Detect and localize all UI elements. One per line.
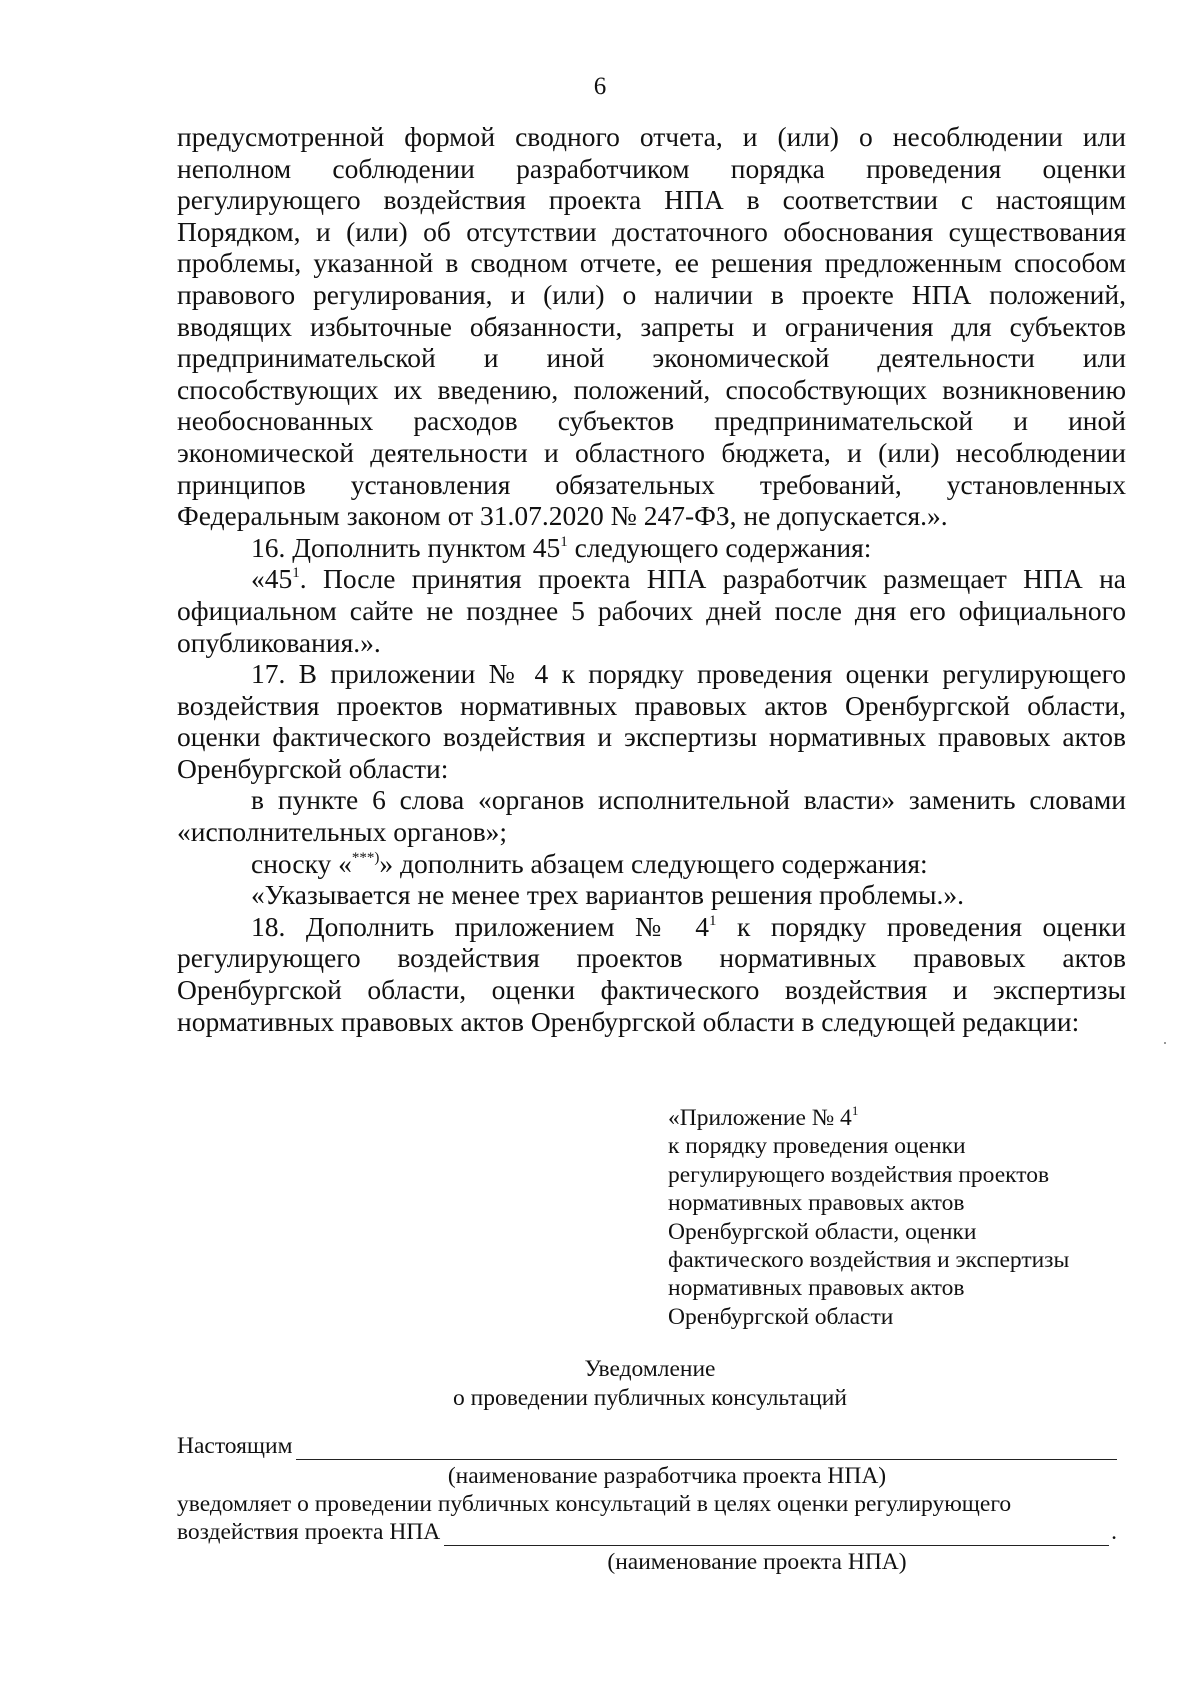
paragraph-item-17: 17. В приложении № 4 к порядку проведения оценки регулирующего воздействия проектов нормативных правовых актов Оренбургской области, оценки фактического воздействия и экспертизы нормативных правовых актов Оренбургской области:: [177, 658, 1126, 784]
appendix-line: регулирующего воздействия проектов: [668, 1161, 1050, 1188]
item-45-1-text-end: . После принятия проекта НПА разработчик размещает НПА на официальном сайте не позднее 5 рабочих дней после дня его официального опубликования.».: [177, 563, 1126, 658]
superscript: ***): [351, 849, 380, 866]
form-line-notice: уведомляет о проведении публичных консультаций в целях оценки регулирующего: [177, 1491, 1012, 1517]
paragraph-item-18: [177, 911, 1126, 1037]
scan-speck: [1164, 1042, 1166, 1044]
appendix-header: [668, 1104, 1128, 1331]
developer-name-blank[interactable]: [296, 1437, 1117, 1460]
superscript: 1: [709, 912, 717, 929]
appendix-title-text: «Приложение № 4: [668, 1105, 852, 1131]
appendix-line: нормативных правовых актов: [668, 1190, 965, 1217]
appendix-line: фактического воздействия и экспертизы: [668, 1247, 1070, 1274]
notice-form: [177, 1432, 1117, 1576]
form-label-project: воздействия проекта НПА: [177, 1519, 441, 1545]
paragraph-continuation: предусмотренной формой сводного отчета, и (или) о несоблюдении или неполном соблюдении разработчиком порядка проведения оценки регулирующего воздействия проекта НПА в соответствии с настоящим Порядком, и (или) об отсутствии достаточного обоснования существования проблемы, указанной в сводном отчете, ее решения предложенным способом правового регулирования, и (или) о наличии в проекте НПА положений, вводящих избыточные обязанности, запреты и ограничения для субъектов предпринимательской и иной экономической деятельности или способствующих их введению, положений, способствующих возникновению необоснованных расходов субъектов предпринимательской и иной экономической деятельности и областного бюджета, и (или) несоблюдении принципов установления обязательных требований, установленных Федеральным законом от 31.07.2020 № 247-ФЗ, не допускается.».: [177, 121, 1126, 532]
notice-title: Уведомление: [584, 1356, 716, 1382]
form-line-project: [177, 1518, 1117, 1546]
appendix-title: [668, 1104, 1128, 1132]
superscript: 1: [851, 1103, 859, 1118]
appendix-line: нормативных правовых актов: [668, 1275, 965, 1302]
footnote-text-start: сноску «: [251, 847, 352, 879]
appendix-line: Оренбургской области, оценки: [668, 1218, 977, 1245]
notice-heading: [300, 1355, 1000, 1412]
superscript: 1: [292, 565, 300, 582]
superscript: 1: [560, 533, 568, 550]
form-line-developer: [177, 1432, 1117, 1460]
body-text: [177, 121, 1126, 1037]
item-45-1-text-start: «45: [251, 563, 293, 595]
developer-name-hint: (наименование разработчика проекта НПА): [447, 1463, 887, 1489]
paragraph-item-17-point-6: в пункте 6 слова «органов исполнительной власти» заменить словами «исполнительных органов»;: [177, 784, 1126, 848]
paragraph-footnote-quote: «Указывается не менее трех вариантов решения проблемы.».: [251, 879, 964, 911]
project-name-blank[interactable]: [444, 1523, 1109, 1546]
page-number: 6: [593, 73, 607, 100]
footnote-text-end: » дополнить абзацем следующего содержания:: [379, 847, 928, 879]
form-line-end-dot: .: [1111, 1519, 1117, 1545]
notice-subtitle: о проведении публичных консультаций: [453, 1384, 847, 1411]
project-name-hint: (наименование проекта НПА): [607, 1549, 907, 1575]
item-18-text-end: к порядку проведения оценки регулирующего воздействия проектов нормативных правовых актов Оренбургской области, оценки фактического воздействия и экспертизы нормативных правовых актов Оренбургской области в следующей редакции:: [177, 910, 1126, 1037]
form-label-developer: Настоящим: [177, 1433, 293, 1459]
item-18-text-start: 18. Дополнить приложением № 4: [251, 910, 710, 942]
paragraph-item-45-1: [177, 563, 1126, 658]
item-16-text-end: следующего содержания:: [567, 531, 872, 563]
appendix-line: к порядку проведения оценки: [668, 1133, 966, 1160]
appendix-line: Оренбургской области: [668, 1303, 894, 1330]
item-16-text-start: 16. Дополнить пунктом 45: [251, 531, 561, 563]
paragraph-item-16: [177, 532, 1126, 564]
paragraph-footnote: [177, 848, 1126, 880]
